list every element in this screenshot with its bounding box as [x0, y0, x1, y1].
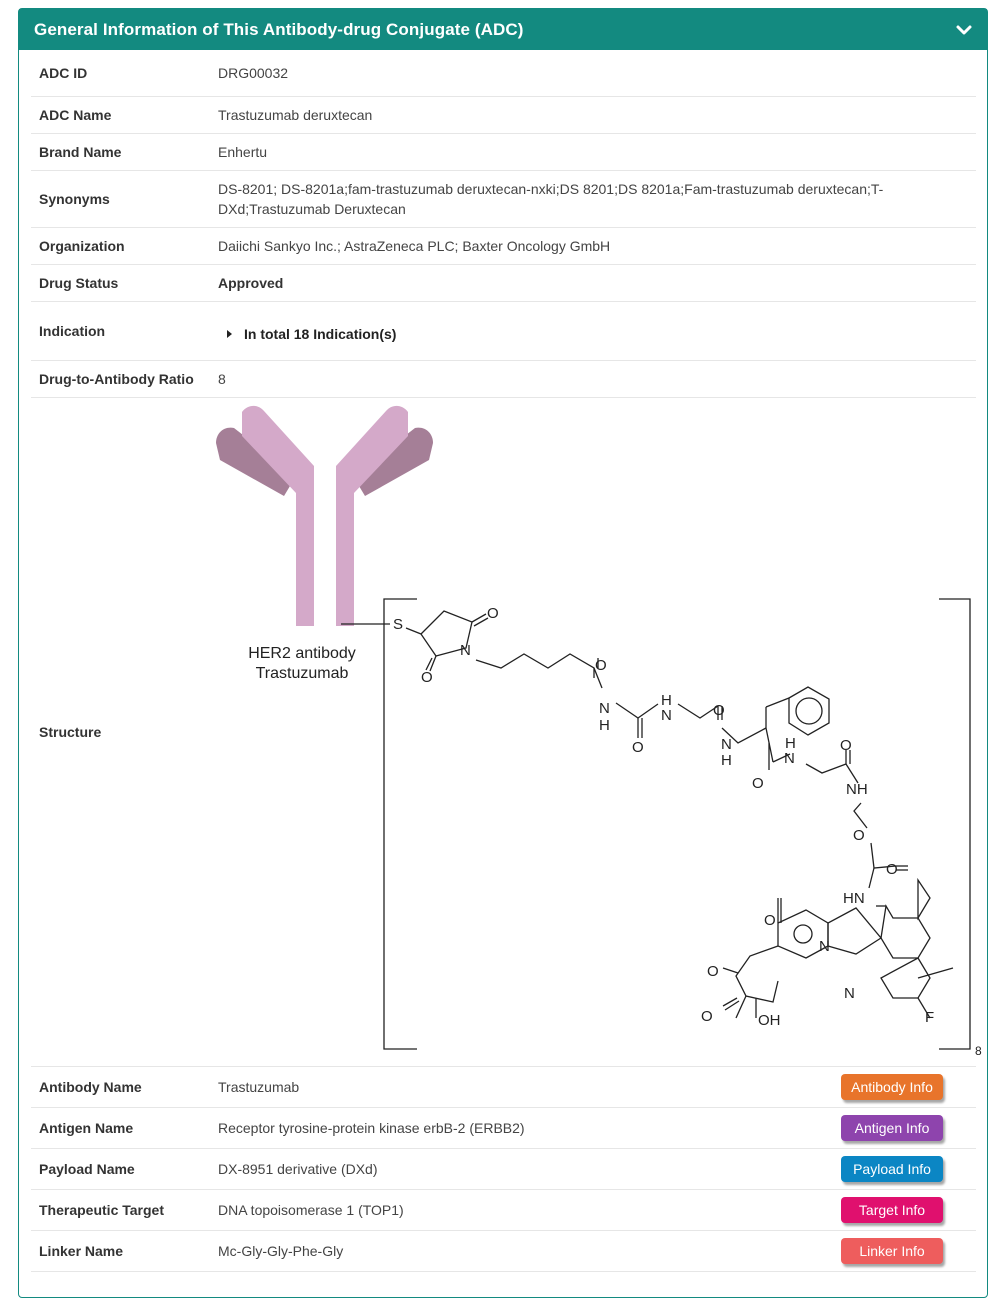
panel-header[interactable]	[19, 9, 987, 50]
bracket-subscript: 8	[975, 1044, 982, 1058]
antigen-name-value: Receptor tyrosine-protein kinase erbB-2 (ERBB2)	[218, 1120, 525, 1136]
antibody-caption-line-2: Trastuzumab	[255, 665, 349, 682]
row-label: Linker Name	[39, 1243, 124, 1259]
atom-oh: OH	[758, 1012, 781, 1029]
repeat-bracket	[384, 599, 970, 1049]
adc-id-value: DRG00032	[218, 65, 289, 81]
row-label: ADC ID	[39, 65, 88, 81]
panel-title: General Information of This Antibody-drug Conjugate (ADC)	[34, 19, 524, 39]
row-label: ADC Name	[39, 107, 112, 123]
atom-o: O	[886, 861, 898, 878]
atom-h: H	[599, 717, 610, 734]
atom-o: O	[840, 737, 852, 754]
drug-status-value: Approved	[218, 275, 284, 291]
atom-n: N	[819, 938, 830, 955]
atom-s: S	[393, 616, 404, 633]
row-dar	[31, 361, 976, 398]
atom-o: O	[421, 669, 433, 686]
dar-value: 8	[218, 371, 226, 387]
chevron-down-icon[interactable]	[955, 21, 973, 39]
adc-structure-diagram	[218, 398, 982, 1067]
antibody-info-button[interactable]: Antibody Info	[841, 1074, 943, 1100]
therapeutic-target-value: DNA topoisomerase 1 (TOP1)	[218, 1202, 404, 1218]
row-adc-id	[31, 50, 976, 97]
antibody-icon	[216, 406, 433, 626]
atom-n: N	[844, 985, 855, 1002]
row-synonyms	[31, 171, 976, 228]
atom-nh: NH	[846, 781, 868, 798]
synonyms-value	[218, 179, 883, 219]
row-antibody-name	[31, 1067, 976, 1108]
atom-o: O	[707, 963, 719, 980]
adc-info-panel	[18, 8, 988, 1298]
atom-n: N	[661, 707, 672, 724]
atom-labels	[393, 605, 934, 1029]
atom-hn: HN	[843, 890, 865, 907]
atom-h: H	[721, 752, 732, 769]
row-brand-name	[31, 134, 976, 171]
atom-o: O	[713, 702, 725, 719]
antibody-name-value: Trastuzumab	[218, 1079, 300, 1095]
row-label: Structure	[39, 724, 102, 740]
atom-f: F	[925, 1009, 935, 1026]
row-linker-name	[31, 1231, 976, 1272]
organization-value: Daiichi Sankyo Inc.; AstraZeneca PLC; Baxter Oncology GmbH	[218, 238, 611, 254]
row-label: Indication	[39, 323, 106, 339]
row-label: Antibody Name	[39, 1079, 142, 1095]
row-label: Payload Name	[39, 1161, 135, 1177]
row-structure	[31, 398, 982, 1067]
atom-o: O	[632, 739, 644, 756]
atom-o: O	[487, 605, 499, 622]
atom-n: N	[721, 736, 732, 753]
row-label: Therapeutic Target	[39, 1202, 164, 1218]
indication-summary: In total 18 Indication(s)	[244, 326, 397, 342]
antibody-caption-line-1: HER2 antibody	[248, 645, 356, 662]
brand-name-value: Enhertu	[218, 144, 268, 160]
synonyms-line-1: DS-8201; DS-8201a;fam-trastuzumab deruxtecan-nxki;DS 8201;DS 8201a;Fam-trastuzumab deruxtecan;T-	[218, 181, 884, 197]
row-indication	[31, 302, 976, 361]
adc-name-value: Trastuzumab deruxtecan	[218, 107, 373, 123]
row-label: Drug Status	[39, 275, 119, 291]
payload-name-value: DX-8951 derivative (DXd)	[218, 1161, 378, 1177]
row-payload-name	[31, 1149, 976, 1190]
atom-o: O	[764, 912, 776, 929]
row-adc-name	[31, 97, 976, 134]
atom-o: O	[595, 657, 607, 674]
row-label: Organization	[39, 238, 125, 254]
atom-o: O	[853, 827, 865, 844]
caret-right-icon	[227, 330, 232, 338]
payload-linker-skeleton	[341, 611, 953, 1018]
row-label: Antigen Name	[39, 1120, 134, 1136]
linker-info-button[interactable]: Linker Info	[841, 1238, 943, 1264]
payload-info-button[interactable]: Payload Info	[841, 1156, 943, 1182]
atom-o: O	[752, 775, 764, 792]
row-therapeutic-target	[31, 1190, 976, 1231]
atom-h: H	[785, 735, 796, 752]
synonyms-line-2: DXd;Trastuzumab Deruxtecan	[218, 201, 406, 217]
atom-h: H	[661, 692, 672, 709]
target-info-button[interactable]: Target Info	[841, 1197, 943, 1223]
row-drug-status	[31, 265, 976, 302]
indication-toggle[interactable]	[218, 324, 396, 344]
row-label: Drug-to-Antibody Ratio	[39, 371, 194, 387]
antigen-info-button[interactable]: Antigen Info	[841, 1115, 943, 1141]
atom-n: N	[784, 750, 795, 767]
atom-n: N	[599, 700, 610, 717]
row-organization	[31, 228, 976, 265]
row-antigen-name	[31, 1108, 976, 1149]
row-label: Brand Name	[39, 144, 122, 160]
atom-n: N	[460, 642, 471, 659]
row-label: Synonyms	[39, 191, 110, 207]
linker-name-value: Mc-Gly-Gly-Phe-Gly	[218, 1243, 344, 1259]
atom-o: O	[701, 1008, 713, 1025]
